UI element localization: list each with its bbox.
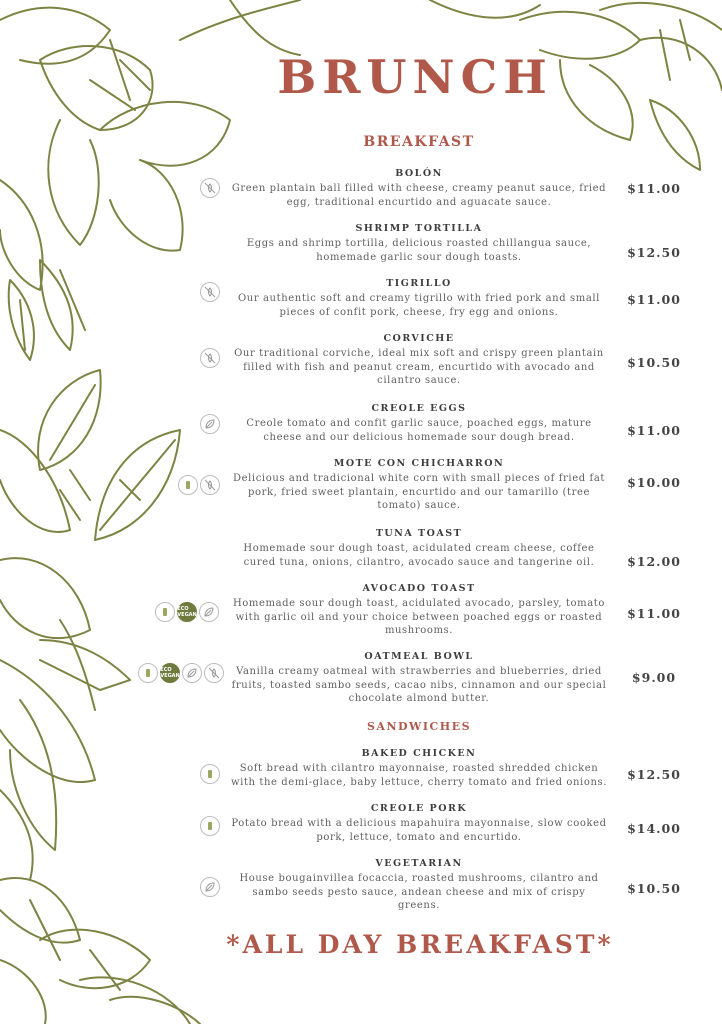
diet-icons [200,414,220,434]
diet-icons [200,178,220,198]
section-heading-breakfast: BREAKFAST [363,134,475,150]
item-price: $12.50 [627,767,681,782]
menu-item-shrimp-tortilla [230,223,608,264]
vegetarian-leaf-icon [200,877,220,897]
item-price: $10.00 [627,475,681,490]
diet-icons [200,764,220,784]
item-name: BAKED CHICKEN [361,748,477,759]
menu-item-baked-chicken [230,748,608,789]
item-name: CREOLE EGGS [371,403,467,414]
no-gluten-icon [200,348,220,368]
menu-item-creole-pork [230,803,608,844]
vegan-icon: ECO VEGAN [160,663,180,683]
menu-title: BRUNCH [277,50,553,104]
diet-icons [155,602,219,622]
item-description: Delicious and tradicional white corn with small pieces of fried fat pork, fried sweet plantain, encurtido and our tamarillo (tree tomato) sauce. [232,473,606,511]
vegan-icon: ECO VEGAN [177,602,197,622]
no-gluten-icon [200,475,220,495]
item-price: $10.50 [627,881,681,896]
item-name: TUNA TOAST [375,528,463,539]
item-description: Soft bread with cilantro mayonnaise, roasted shredded chicken with the demi-glace, baby lettuce, cherry tomato and fried onions. [230,763,608,788]
item-price: $10.50 [627,355,681,370]
no-gluten-icon [200,282,220,302]
dairy-free-icon [178,475,198,495]
item-description: Potato bread with a delicious mapahuira mayonnaise, slow cooked pork, lettuce, tomato and encurtido. [231,818,607,843]
vegetarian-leaf-icon [199,602,219,622]
menu-item-mote-con-chicharron [230,458,608,513]
item-name: SHRIMP TORTILLA [355,223,483,234]
menu-item-oatmeal-bowl [230,651,608,706]
menu-item-vegetarian [230,858,608,913]
item-price: $11.00 [627,606,681,621]
menu-item-corviche [230,333,608,388]
item-name: MOTE CON CHICHARRON [333,458,505,469]
item-name: OATMEAL BOWL [364,651,474,662]
item-description: Our authentic soft and creamy tigrillo with fried pork and small pieces of confit pork, cheese, fry egg and onions. [238,293,600,318]
diet-icons [200,348,220,368]
item-price: $11.00 [627,292,681,307]
item-description: Homemade sour dough toast, acidulated cream cheese, coffee cured tuna, onions, cilantro, avocado sauce and tangerine oil. [243,543,595,568]
item-description: Eggs and shrimp tortilla, delicious roasted chillangua sauce, homemade garlic sour dough toasts. [246,238,592,263]
item-description: Green plantain ball filled with cheese, creamy peanut sauce, fried egg, traditional encurtido and aguacate sauce. [231,183,607,208]
dairy-free-icon [138,663,158,683]
diet-icons [178,475,220,495]
item-name: CREOLE PORK [370,803,468,814]
item-description: Our traditional corviche, ideal mix soft and crispy green plantain filled with fish and peanut cream, encurtido with avocado and cilantro sauce. [234,348,604,386]
menu-item-bolon [230,168,608,209]
menu-item-avocado-toast [230,583,608,638]
menu-item-tigrillo [230,278,608,319]
item-description: House bougainvillea focaccia, roasted mushrooms, cilantro and sambo seeds pesto sauce, andean cheese and mix of crispy greens. [239,873,599,911]
item-price: $11.00 [627,423,681,438]
item-price: $14.00 [627,821,681,836]
item-name: BOLÓN [395,168,443,179]
footer-tagline: *ALL DAY BREAKFAST* [226,930,614,959]
item-name: CORVICHE [383,333,455,344]
no-gluten-icon [200,178,220,198]
item-name: TIGRILLO [386,278,452,289]
diet-icons [138,663,224,683]
menu-item-creole-eggs [230,403,608,444]
dairy-free-icon [200,816,220,836]
item-name: VEGETARIAN [375,858,463,869]
vegetarian-leaf-icon [182,663,202,683]
item-description: Creole tomato and confit garlic sauce, poached eggs, mature cheese and our delicious homemade sour dough bread. [246,418,592,443]
menu-item-tuna-toast [230,528,608,569]
item-description: Homemade sour dough toast, acidulated avocado, parsley, tomato with garlic oil and your choice between poached eggs or roasted mushrooms. [232,598,606,636]
dairy-free-icon [155,602,175,622]
item-name: AVOCADO TOAST [362,583,476,594]
diet-icons [200,282,220,302]
diet-icons [200,816,220,836]
no-gluten-icon [204,663,224,683]
section-heading-sandwiches: SANDWICHES [366,720,472,733]
vegetarian-leaf-icon [200,414,220,434]
item-price: $12.00 [627,554,681,569]
item-price: $9.00 [631,670,677,685]
item-description: Vanilla creamy oatmeal with strawberries and blueberries, dried fruits, toasted sambo seeds, cacao nibs, cinnamon and our special chocolate almond butter. [231,666,607,704]
item-price: $12.50 [627,245,681,260]
item-price: $11.00 [627,181,681,196]
diet-icons [200,877,220,897]
dairy-free-icon [200,764,220,784]
